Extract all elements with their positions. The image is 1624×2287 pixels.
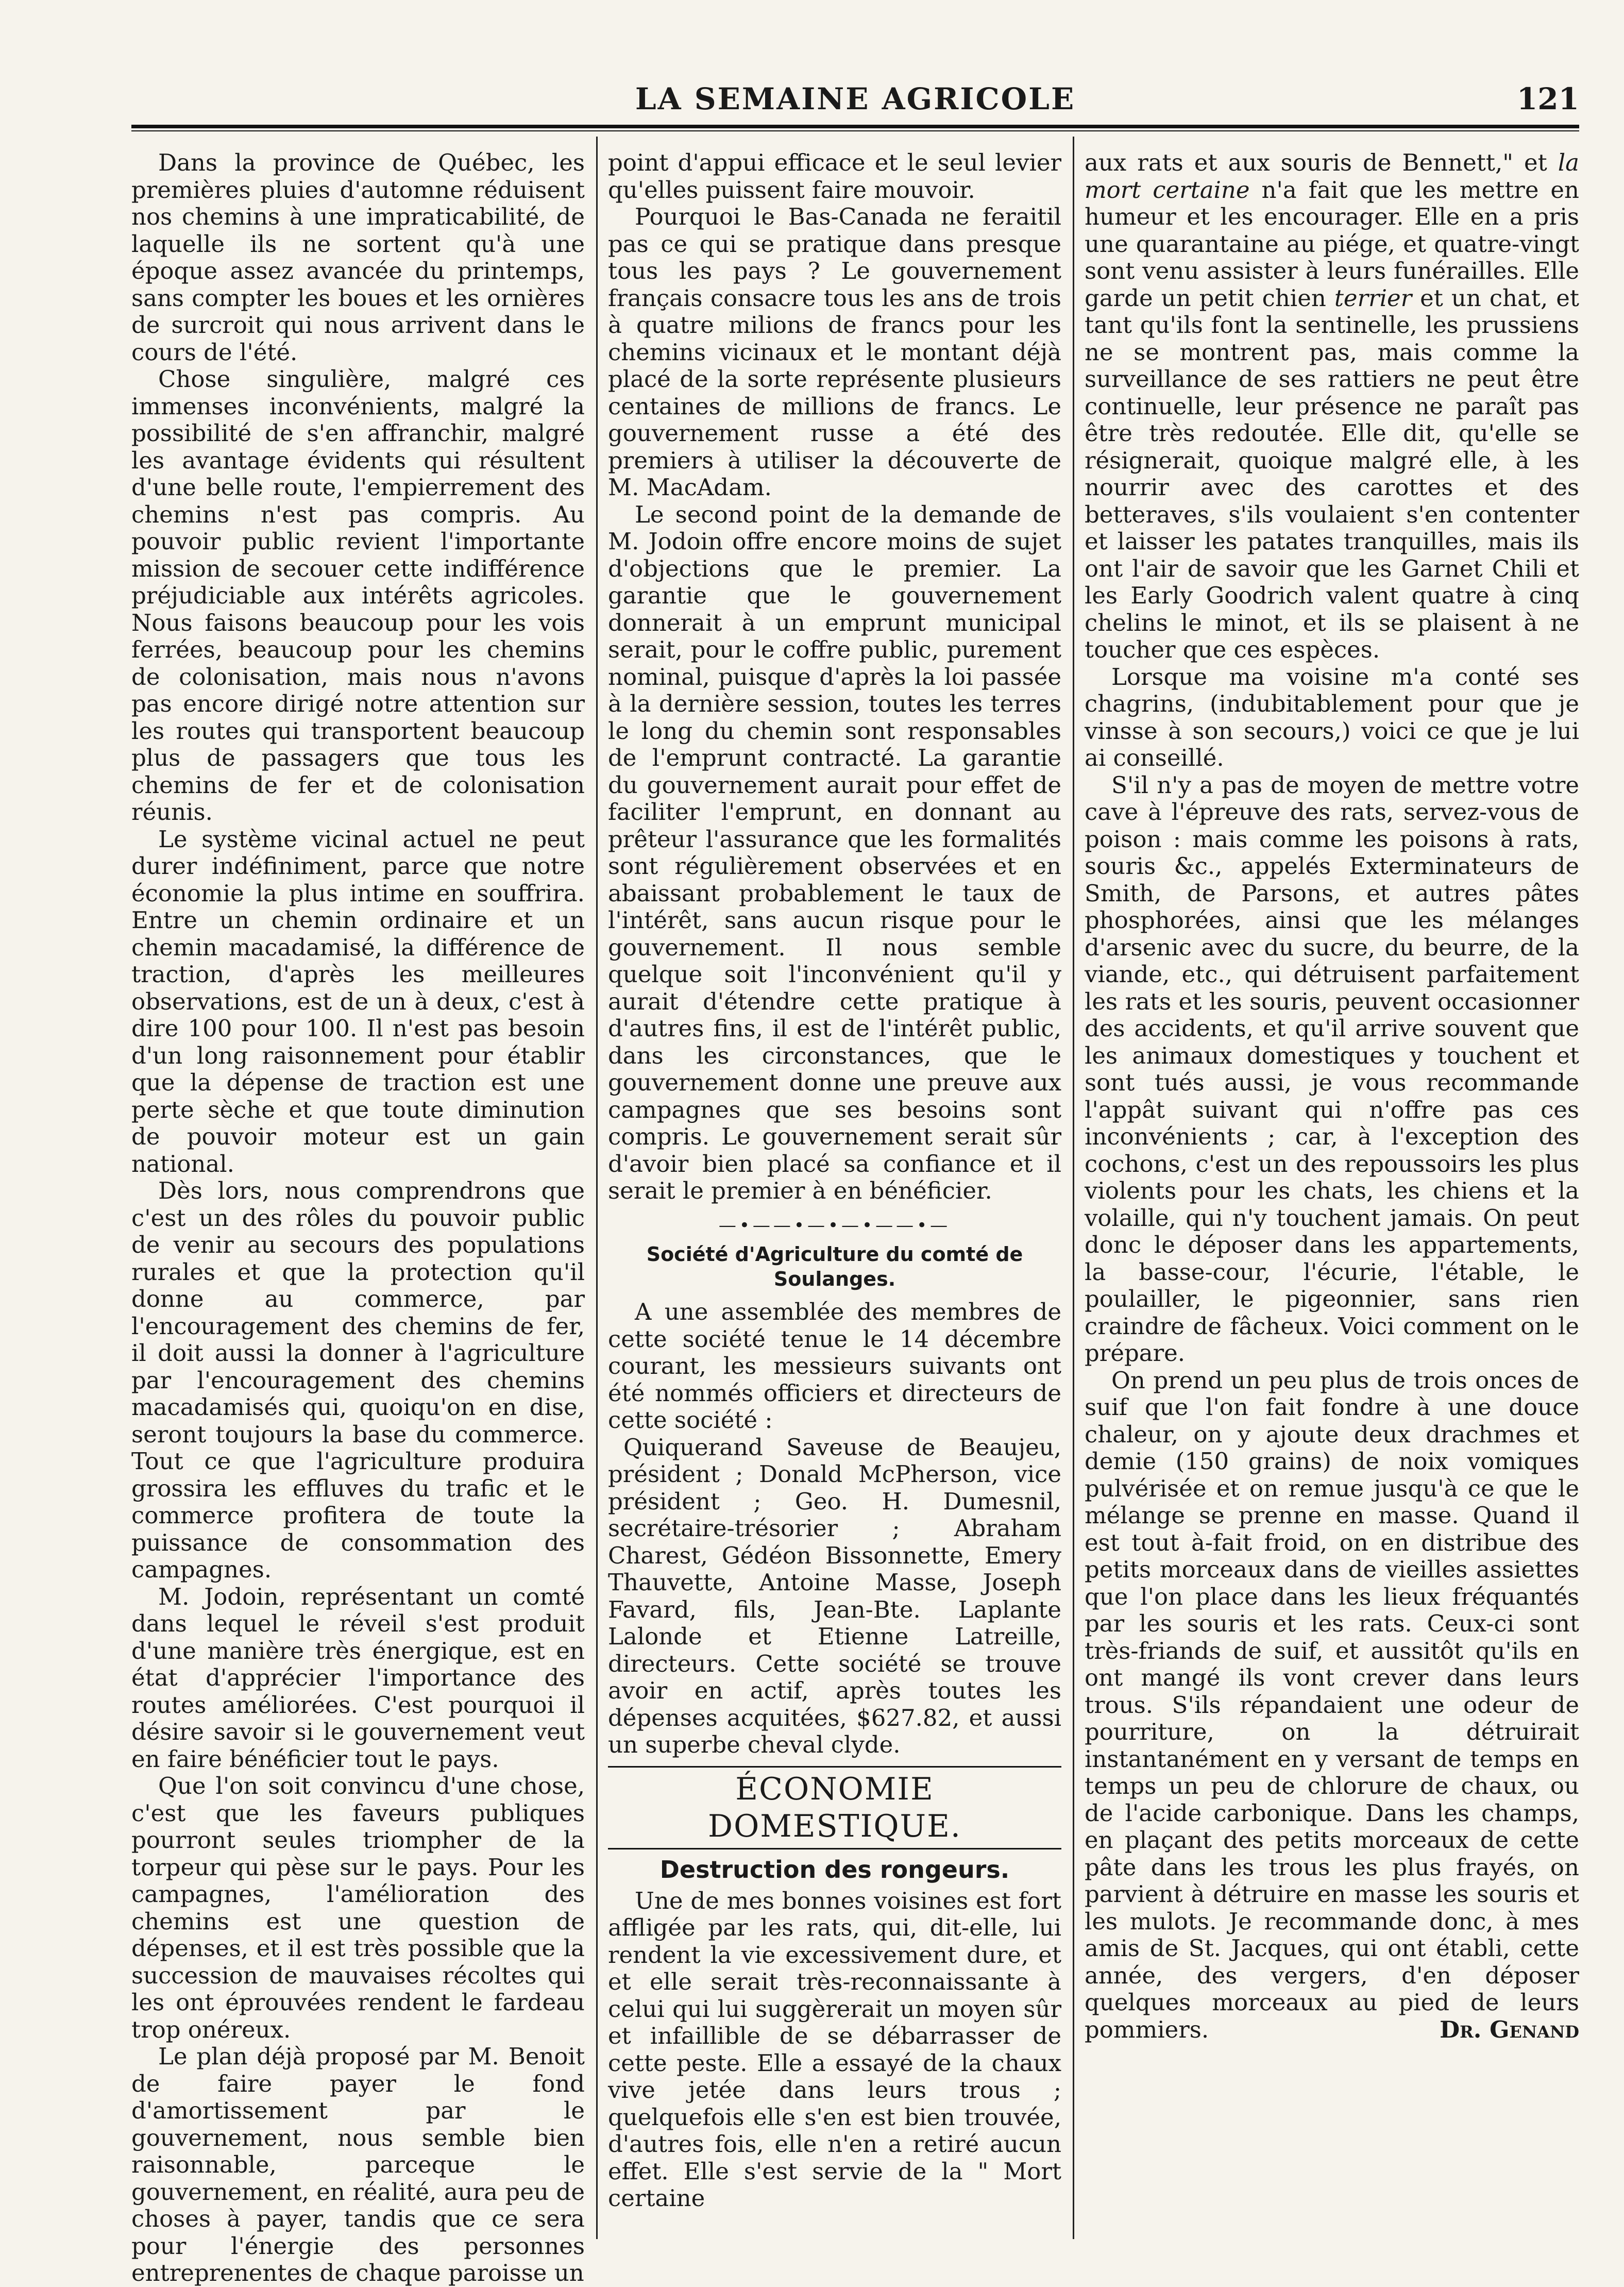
- paragraph: Pourquoi le Bas-Canada ne feraitil pas ce qui se pratique dans presque tous les pays ? Le gouvernement français consacre tous les ans de trois à quatre milions de francs pour les chemins vicinaux et le montant déjà placé de la sorte représente plusieurs centaines de millions de francs. Le gouvernement russe a été des premiers à utiliser la découverte de M. MacAdam.: [608, 203, 1061, 501]
- column-2: [608, 149, 1061, 2250]
- header-rule: [131, 125, 1579, 131]
- paragraph: Une de mes bonnes voisines est fort affligée par les rats, qui, dit-elle, lui rendent la vie excessivement dure, et et elle serait très-reconnaissante à celui qui lui suggèrerait un moyen sûr et infaillible de se débarrasser de cette peste. Elle a essayé de la chaux vive jetée dans leurs trous ; quelquefois elle s'en est bien trouvée, d'autres fois, elle n'en a retiré aucun effet. Elle s'est servie de la " Mort certaine: [608, 1887, 1061, 2212]
- paragraph: S'il n'y a pas de moyen de mettre votre cave à l'épreuve des rats, servez-vous de poison : mais comme les poisons à rats, souris &c., appelés Exterminateurs de Smith, de Parsons, et autres pâtes phosphorées, ainsi que les mélanges d'arsenic avec du sucre, du beurre, de la viande, etc., qui détruisent parfaitement les rats et les souris, peuvent occasionner des accidents, et qu'il arrive souvent que les animaux domestiques y touchent et sont tués aussi, je vous recommande l'appât suivant qui n'offre pas ces inconvénients ; car, à l'exception des cochons, c'est un des repoussoirs les plus violents pour les chats, les chiens et la volaille, qui n'y touchent jamais. On peut donc le déposer dans les appartements, la basse-cour, l'écurie, l'étable, le poulailler, le pigeonnier, sans rien craindre de fâcheux. Voici comment on le prépare.: [1085, 771, 1579, 1367]
- paragraph: [1085, 1367, 1579, 2044]
- text-run: aux rats et aux souris de Bennett," et: [1085, 149, 1558, 176]
- paragraph: Lorsque ma voisine m'a conté ses chagrins, (indubitablement pour que je vinsse à son secours,) voici ce que je lui ai conseillé.: [1085, 663, 1579, 771]
- page-number: 121: [1516, 81, 1579, 116]
- article-title: Destruction des rongeurs.: [659, 1855, 1010, 1884]
- running-title: LA SEMAINE AGRICOLE: [635, 81, 1076, 116]
- text-run: et un chat, et tant qu'ils font la sentinelle, les prussiens ne se montrent pas, mais comme la surveillance de ses rattiers ne peut être continuelle, leur présence ne paraît pas être très redoutée. Elle dit, qu'elle se résignerait, quoique malgré elle, à les nourrir avec des carottes et des betteraves, s'ils voulaient s'en contenter et laisser les patates tranquilles, mais ils ont l'air de savoir que les Garnet Chili et les Early Goodrich valent quatre à cinq chelins le minot, et ils se plaisent à ne toucher que ces espèces.: [1085, 284, 1579, 663]
- section-separator: —•——•—•—•——•—: [718, 1215, 951, 1236]
- text-run: n'a fait que les mettre en humeur et les encourager. Elle en a pris une quarantaine au piége, et quatre-vingt sont venu assister à leurs funérailles. Elle garde un petit chien: [1085, 176, 1579, 312]
- italic-text: terrier: [1334, 284, 1412, 312]
- signature: Dr. Genand: [1440, 2015, 1579, 2043]
- paragraph: point d'appui efficace et le seul levier qu'elles puissent faire mouvoir.: [608, 149, 1061, 204]
- paragraph: Le plan déjà proposé par M. Benoit de faire payer le fond d'amortissement par le gouvernement, nous semble bien raisonnable, parceque le gouvernement, en réalité, aura peu de choses à payer, tandis que ce sera pour l'énergie des personnes entreprenentes de chaque paroisse un: [131, 2043, 585, 2286]
- society-members: Quiquerand Saveuse de Beaujeu, président ; Donald McPherson, vice président ; Geo. H. Dumesnil, secrétaire-trésorier ; Abraham Charest, Gédéon Bissonnette, Emery Thauvette, Antoine Masse, Joseph Favard, fils, Jean-Bte. Laplante Lalonde et Etienne Latreille, directeurs. Cette société se trouve avoir en actif, après toutes les dépenses acquitées, $627.82, et aussi un superbe cheval clyde.: [608, 1433, 1061, 1758]
- society-intro: A une assemblée des membres de cette société tenue le 14 décembre courant, les messieurs suivants ont été nommés officiers et directeurs de cette société :: [608, 1298, 1061, 1434]
- column-3: [1085, 149, 1579, 2250]
- paragraph: M. Jodoin, représentant un comté dans lequel le réveil s'est produit d'une manière très énergique, est en état d'apprécier l'importance des routes améliorées. C'est pourquoi il désire savoir si le gouvernement veut en faire bénéficier tout le pays.: [131, 1583, 585, 1773]
- society-title: Société d'Agriculture du comté de Soulanges.: [646, 1243, 1023, 1290]
- paragraph: Dans la province de Québec, les premières pluies d'automne réduisent nos chemins à une impraticabilité, de laquelle ils ne sortent qu'à une époque assez avancée du printemps, sans compter les boues et les ornières de surcroit qui nous arrivent dans le cours de l'été.: [131, 149, 585, 366]
- column-divider: [1073, 137, 1074, 2239]
- text-run: On prend un peu plus de trois onces de suif que l'on fait fondre à une douce chaleur, on y ajoute deux drachmes et demie (150 grains) de noix vomiques pulvérisée et on remue jusqu'à ce que le mélange se prenne en masse. Quand il est tout à-fait froid, on en distribue des petits morceaux dans de vieilles assiettes que l'on place dans les lieux fréquantés par les souris et les rats. Ceux-ci sont très-friands de suif, et aussitôt qu'ils en ont mangé ils vont crever dans leurs trous. S'ils répandaient une odeur de pourriture, on la détruirait instantanément en y versant de temps en temps un peu de chlorure de chaux, ou de l'acide carbonique. Dans les champs, en plaçant des petits morceaux de cette pâte dans les trous les plus frayés, on parvient à détruire en masse les souris et les mulots. Je recommande donc, à mes amis de St. Jacques, qui ont établi, cette année, des vergers, d'en déposer quelques morceaux au pied de leurs pommiers.: [1085, 1366, 1579, 2043]
- column-divider: [596, 137, 598, 2239]
- paragraph: Le second point de la demande de M. Jodoin offre encore moins de sujet d'objections que le premier. La garantie que le gouvernement donnerait à un emprunt municipal serait, pour le coffre public, purement nominal, puisque d'après la loi passée à la dernière session, toutes les terres le long du chemin sont responsables de l'emprunt contracté. La garantie du gouvernement aurait pour effet de faciliter l'emprunt, en donnant au prêteur l'assurance que les formalités sont régulièrement observées et en abaissant probablement le taux de l'intérêt, sans aucun risque pour le gouvernement. Il nous semble quelque soit l'inconvénient qu'il y aurait d'étendre cette pratique à d'autres fins, il est de l'intérêt public, dans les circonstances, que le gouvernement donne une preuve aux campagnes que ses besoins sont compris. Le gouvernement serait sûr d'avoir bien placé sa confiance et il serait le premier à en bénéficier.: [608, 500, 1061, 1204]
- section-heading: ÉCONOMIE DOMESTIQUE.: [608, 1768, 1061, 1849]
- italic-text: la mort certaine: [1085, 149, 1579, 204]
- paragraph: Le système vicinal actuel ne peut durer indéfiniment, parce que notre économie la plus intime en souffrira. Entre un chemin ordinaire et un chemin macadamisé, la différence de traction, d'après les meilleures observations, est de un à deux, c'est à dire 100 pour 100. Il n'est pas besoin d'un long raisonnement pour établir que la dépense de traction est une perte sèche et que toute diminution de pouvoir moteur est un gain national.: [131, 825, 585, 1178]
- column-1: [131, 149, 585, 2286]
- paragraph: Que l'on soit convincu d'une chose, c'est que les faveurs publiques pourront seules triompher de la torpeur qui pèse sur le pays. Pour les campagnes, l'amélioration des chemins est une question de dépenses, et il est très possible que la succession de mauvaises récoltes qui les ont éprouvées rendent le fardeau trop onéreux.: [131, 1772, 585, 2043]
- paragraph: [1085, 149, 1579, 664]
- paragraph: Dès lors, nous comprendrons que c'est un des rôles du pouvoir public de venir au secours des populations rurales et que la protection qu'il donne au commerce, par l'encouragement des chemins de fer, il doit aussi la donner à l'agriculture par l'encouragement des chemins macadamisés qui, quoiqu'on en dise, seront toujours la base du commerce. Tout ce que l'agriculture produira grossira les effluves du trafic et le commerce profitera de toute la puissance de consommation des campagnes.: [131, 1177, 585, 1583]
- page-header: [131, 81, 1579, 123]
- paragraph: Chose singulière, malgré ces immenses inconvénients, malgré la possibilité de s'en affranchir, malgré les avantage évidents qui résultent d'une belle route, l'empierrement des chemins n'est pas compris. Au pouvoir public revient l'importante mission de secouer cette indifférence préjudiciable aux intérêts agricoles. Nous faisons beaucoup pour les vois ferrées, beaucoup pour les chemins de colonisation, mais nous n'avons pas encore dirigé notre attention sur les routes qui transportent beaucoup plus de passagers que tous les chemins de fer et de colonisation réunis.: [131, 365, 585, 826]
